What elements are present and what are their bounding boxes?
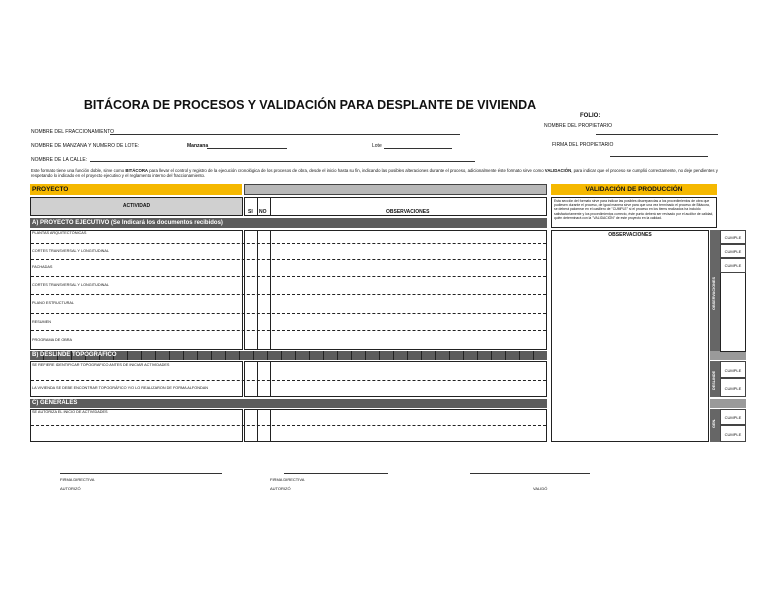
- side-bar-b-label: DESLINDE: [712, 370, 716, 390]
- row-separator: [31, 259, 546, 260]
- row-a-4: CORTES TRANSVERSAL Y LONGITUDINAL: [32, 283, 110, 287]
- side-divider-c: [710, 399, 746, 408]
- col-divider: [257, 230, 258, 350]
- col-divider: [257, 197, 258, 216]
- col-divider: [270, 197, 271, 216]
- row-b-1: SE REFIERE IDENTIFICAR TOPOGRAFICO ANTES DE INICIAR ACTIVIDADES: [32, 363, 170, 367]
- row-a-5: PLANO ESTRUCTURAL: [32, 301, 74, 305]
- signature-1-sub: AUTORIZÓ: [60, 486, 81, 491]
- side-divider-b: [710, 351, 746, 360]
- lot-label: Lote: [372, 143, 382, 149]
- row-separator: [31, 330, 546, 331]
- validation-note: Esta sección del formato sirve para indicar las posibles discrepancias a los procedimientos de obra que pudiesen durante el proceso, de igual manera sirve para que una vez terminado el proceso de Bitácora, se deberá palomear en el casillero de "CUMPLE" si el proceso en los items realizados ha incluido satisfactoriamente y los procedimientos correcto, éste punto deberá ser revisado por el auditor de calidad, quién determinará con la "VALIDACIÓN" de este proyecto en la calidad.: [551, 197, 717, 228]
- row-separator: [31, 294, 546, 295]
- signature-line-3[interactable]: [470, 473, 590, 474]
- section-c-header: C) GENERALES: [30, 399, 547, 408]
- owner-signature-label: FIRMA DEL PROPIETARIO: [552, 142, 614, 148]
- page-title: BITÁCORA DE PROCESOS Y VALIDACIÓN PARA DESPLANTE DE VIVIENDA: [83, 98, 537, 112]
- cumple-checkbox[interactable]: CUMPLE: [720, 361, 746, 378]
- cumple-checkbox[interactable]: CUMPLE: [720, 258, 746, 273]
- si-header: SI: [248, 209, 253, 215]
- row-a-1: PLANTAS ARQUITECTÓNICAS: [32, 231, 87, 235]
- section-b-header: B) DESLINDE TOPOGRÁFICO: [30, 351, 547, 360]
- block-label: Manzana: [187, 143, 209, 149]
- row-a-3: FACHADAS: [32, 265, 53, 269]
- proyecto-header-gray: [244, 184, 547, 195]
- row-separator: [31, 313, 546, 314]
- row-a-2: CORTES TRANSVERSAL Y LONGITUDINAL: [32, 249, 110, 253]
- col-divider: [257, 361, 258, 397]
- section-b-checks: [244, 361, 547, 397]
- proyecto-header: PROYECTO: [30, 184, 242, 195]
- street-line[interactable]: [90, 161, 475, 162]
- row-a-7: PROGRAMA DE OBRA: [32, 338, 73, 342]
- signature-3-sub: VALIDÓ: [533, 486, 548, 491]
- section-a-header: A) PROYECTO EJECUTIVO (Se Indicará los documentos recibidos): [30, 218, 547, 228]
- validation-observations[interactable]: OBSERVACIONES: [551, 230, 709, 442]
- side-bar-a-label: OBSERVACIONES: [712, 277, 716, 310]
- actividad-header: ACTIVIDAD: [30, 197, 243, 216]
- cumple-checkbox[interactable]: CUMPLE: [720, 425, 746, 442]
- signature-line-2[interactable]: [284, 473, 388, 474]
- subdivision-line[interactable]: [110, 134, 460, 135]
- folio-label: FOLIO:: [580, 113, 601, 119]
- col-divider: [270, 361, 271, 397]
- lot-line[interactable]: [384, 148, 452, 149]
- street-label: NOMBRE DE LA CALLE:: [31, 157, 88, 163]
- block-line[interactable]: [207, 148, 287, 149]
- row-c-1: SE AUTORIZA EL INICIO DE ACTIVIDADES: [32, 410, 108, 414]
- owner-name-line[interactable]: [596, 134, 718, 135]
- owner-name-label: NOMBRE DEL PROPIETARIO: [544, 123, 613, 129]
- observaciones-header: OBSERVACIONES: [386, 209, 430, 215]
- cumple-checkbox[interactable]: CUMPLE: [720, 230, 746, 244]
- signature-1-role: FIRMA DIRECTIVA: [60, 477, 95, 482]
- signature-2-sub: AUTORIZÓ: [270, 486, 291, 491]
- row-separator: [31, 380, 546, 381]
- side-bar-c-label: GEN.: [712, 418, 716, 428]
- col-divider: [270, 230, 271, 350]
- cumple-checkbox[interactable]: CUMPLE: [720, 409, 746, 425]
- validation-header: VALIDACIÓN DE PRODUCCIÓN: [551, 184, 717, 195]
- cumple-checkbox[interactable]: CUMPLE: [720, 378, 746, 397]
- row-separator: [31, 425, 546, 426]
- signature-line-1[interactable]: [60, 473, 222, 474]
- row-a-6: RESUMEN: [32, 320, 51, 324]
- cumple-checkbox[interactable]: CUMPLE: [720, 244, 746, 258]
- subdivision-label: NOMBRE DEL FRACCIONAMIENTO: [31, 129, 115, 135]
- signature-2-role: FIRMA DIRECTIVA: [270, 477, 305, 482]
- owner-signature-line[interactable]: [610, 156, 708, 157]
- row-separator: [31, 276, 546, 277]
- no-header: NO: [259, 209, 267, 215]
- row-b-2: LA VIVIENDA SE DEBE ENCONTRAR TOPOGRÁFICO Y/O LO REALIZARON DE FORMA ALFONDAN: [32, 386, 208, 390]
- row-separator: [31, 243, 546, 244]
- intro-text: Este formato tiene una función doble, sirve como BITÁCORA para llevar el control y registro de la ejecución cronológica de los procesos de obra, desde el inicio hasta su fin, indicando las posibles alteraciones durante el proceso, adicionalmente éste formato sirve como VALIDACIÓN, para indicar que el proceso se cumplió correctamente, no deje pendientes y respetando lo indicado en el proyecto ejecutivo y el reglamento interno del fraccionamiento.: [31, 168, 718, 178]
- section-a-checks: [244, 230, 547, 350]
- block-lot-label: NOMBRE DE MANZANA Y NUMERO DE LOTE:: [31, 143, 140, 149]
- section-a-activities: [30, 230, 243, 350]
